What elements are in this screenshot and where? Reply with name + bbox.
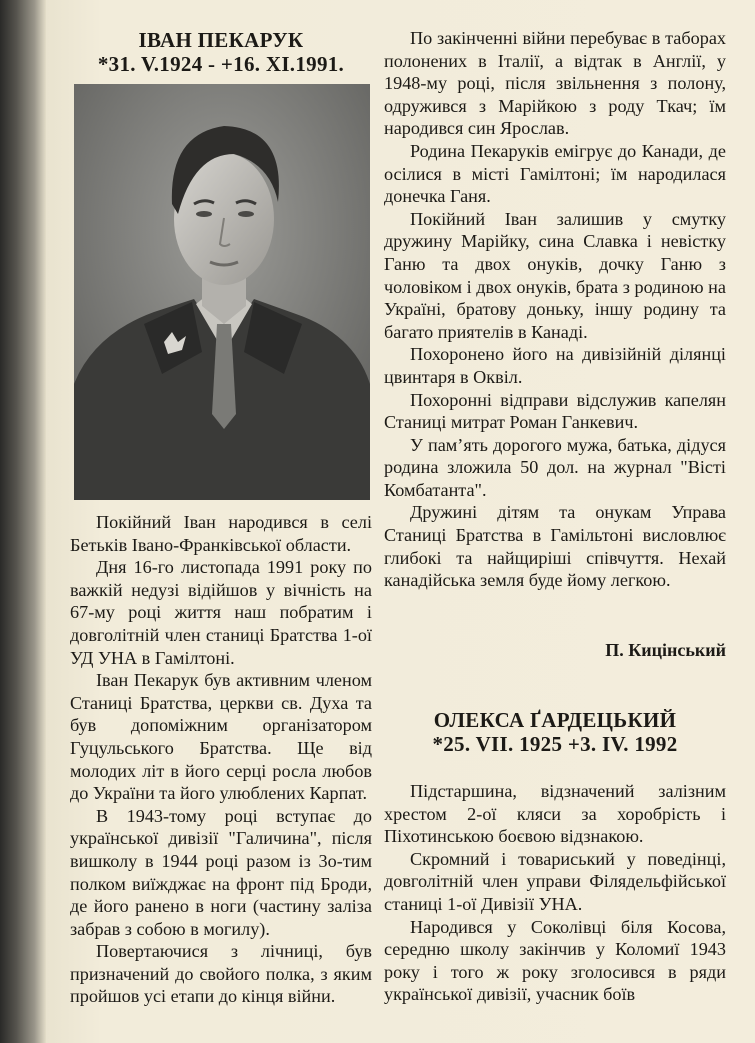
article2-title: ОЛЕКСА ҐАРДЕЦЬКИЙ <box>433 708 677 732</box>
paragraph: Скромний і товариський у поведінці, довголітній член управи Філядельфійської станиці 1-ої Дивізії УНА. <box>384 848 726 914</box>
paragraph: По закінченні війни перебуває в таборах полонених в Італії, а відтак в Англії, у 1948-му році, після звільнення з полону, одружився з Марійкою з роду Ткач; їм народився син Ярослав. <box>384 28 726 139</box>
paragraph: Дружині дітям та онукам Управа Станиці Братства в Гамільтоні висловлює глибокі та найщиріші співчуття. Нехай канадійська земля буде йому легкою. <box>384 502 726 591</box>
paragraph: Покійний Іван залишив у смутку дружину Марійку, сина Славка і невістку Ганю та двох онуків, дочку Ганю з чоловіком і двох онуків, брата з родиною на Україні, братову доньку, іншу родину та багато приятелів в Канаді. <box>384 208 726 342</box>
paragraph: Покійний Іван народився в селі Бетьків Івано-Франківської области. <box>70 512 372 555</box>
paragraph: Дня 16-го листопада 1991 року по важкій недузі відійшов у вічність на 67-му році життя наш побратим і довголітній член станиці Братства 1-ої УД УНА в Гамілтоні. <box>70 557 372 668</box>
article1-title: ІВАН ПЕКАРУК <box>138 28 304 52</box>
paragraph: Іван Пекарук був активним членом Станиці Братства, церкви св. Духа та був допоміжним організатором Гуцульського Братства. Ще від молодих літ в його серці росла любов до України та його улюблених Карпат. <box>70 670 372 804</box>
paragraph: Похоронено його на дивізійній ділянці цвинтаря в Оквіл. <box>384 344 726 387</box>
article2-dates: *25. VII. 1925 +3. IV. 1992 <box>432 732 678 756</box>
paragraph: Похоронні відправи відслужив капелян Станиці митрат Роман Ганкевич. <box>384 389 726 433</box>
author-signature: П. Кицінський <box>605 640 726 660</box>
paragraph: В 1943-тому році вступає до української дивізії "Галичина", після вишколу в 1944 році разом із 3о-тим полком виїжджає на фронт під Броди, де його ранено в ноги (частину заліза забрав з собою в могилу). <box>70 805 372 939</box>
article1-left-text <box>70 511 372 1008</box>
paragraph: Повертаючися з лічниці, був призначений до свойого полка, з яким пройшов усі етапи до кінця війни. <box>70 941 372 1007</box>
paragraph: Підстаршина, відзначений залізним хрестом 2-ої кляси за хоробрість і Піхотинською боєвою відзнакою. <box>384 781 726 847</box>
article1-right-text <box>384 27 726 592</box>
portrait-photo <box>74 84 370 500</box>
portrait-illustration <box>74 84 370 500</box>
article2-text <box>384 780 726 1006</box>
article1-dates: *31. V.1924 - +16. XI.1991. <box>97 52 345 76</box>
paragraph: Родина Пекаруків емігрує до Канади, де осілися в місті Гамілтоні; їм народилася донечка Ганя. <box>384 140 726 207</box>
paragraph: Народився у Соколівці біля Косова, середню школу закінчив у Коломиї 1943 року і того ж року зголосився в ряди української дивізії, учасник боїв <box>384 916 726 1005</box>
book-spine-shadow <box>0 0 46 1043</box>
paragraph: У пам’ять дорогого мужа, батька, дідуся родина зложила 50 дол. на журнал "Вісті Комбатанта". <box>384 434 726 500</box>
